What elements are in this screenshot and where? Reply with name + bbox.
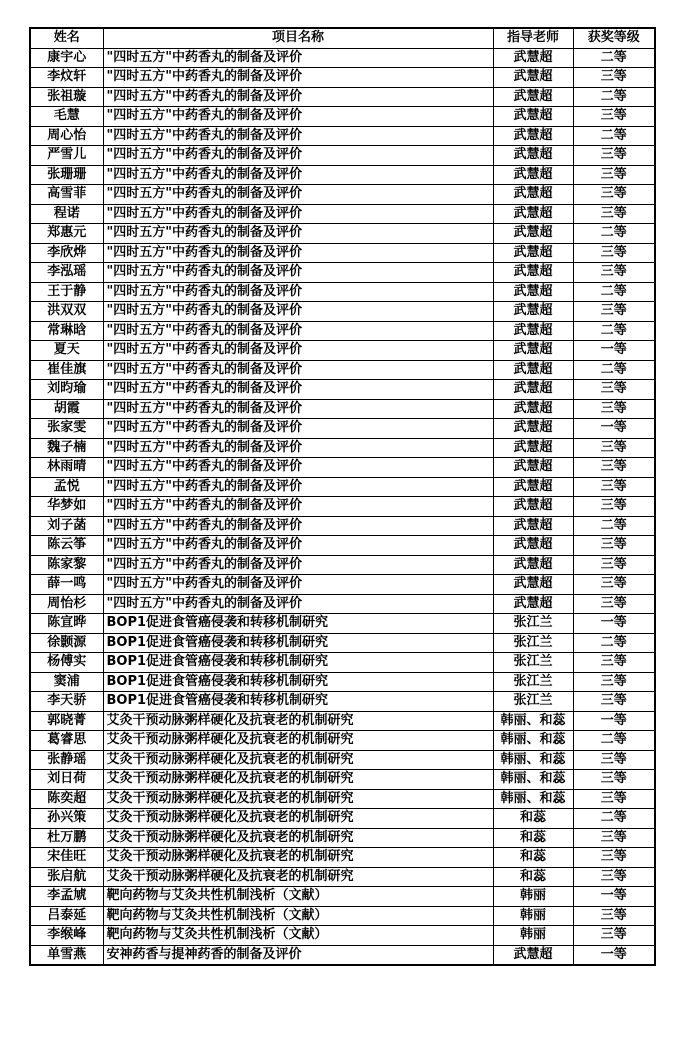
award-cell: 一等 [573,945,655,965]
advisor-cell: 武慧超 [493,165,573,185]
name-cell: 周心怡 [30,126,103,146]
table-row [30,887,655,907]
table-row [30,224,655,244]
advisor-cell: 和蕊 [493,848,573,868]
name-cell: 李缑峰 [30,926,103,946]
award-cell: 二等 [573,48,655,68]
award-cell: 三等 [573,692,655,712]
advisor-cell: 和蕊 [493,828,573,848]
project-cell: 艾灸干预动脉粥样硬化及抗衰老的机制研究 [103,750,493,770]
table-row [30,789,655,809]
table-row [30,243,655,263]
project-cell: "四时五方"中药香丸的制备及评价 [103,224,493,244]
project-cell: "四时五方"中药香丸的制备及评价 [103,165,493,185]
name-cell: 林雨晴 [30,458,103,478]
name-cell: 毛慧 [30,107,103,127]
name-cell: 王于静 [30,282,103,302]
project-cell: "四时五方"中药香丸的制备及评价 [103,146,493,166]
award-cell: 三等 [573,906,655,926]
name-cell: 康宇心 [30,48,103,68]
project-cell: "四时五方"中药香丸的制备及评价 [103,243,493,263]
table-row [30,575,655,595]
name-cell: 张珊珊 [30,165,103,185]
project-cell: 艾灸干预动脉粥样硬化及抗衰老的机制研究 [103,731,493,751]
advisor-cell: 武慧超 [493,945,573,965]
advisor-cell: 张江兰 [493,614,573,634]
name-cell: 张家雯 [30,419,103,439]
table-row [30,906,655,926]
advisor-cell: 武慧超 [493,458,573,478]
project-cell: "四时五方"中药香丸的制备及评价 [103,360,493,380]
award-cell: 二等 [573,360,655,380]
project-cell: "四时五方"中药香丸的制备及评价 [103,516,493,536]
award-cell: 二等 [573,321,655,341]
table-row [30,399,655,419]
advisor-cell: 武慧超 [493,321,573,341]
award-cell: 三等 [573,750,655,770]
award-cell: 三等 [573,107,655,127]
name-cell: 吕泰延 [30,906,103,926]
table-row [30,536,655,556]
award-cell: 二等 [573,516,655,536]
advisor-cell: 武慧超 [493,48,573,68]
award-cell: 三等 [573,497,655,517]
table-row [30,614,655,634]
name-cell: 孟悦 [30,477,103,497]
project-cell: 艾灸干预动脉粥样硬化及抗衰老的机制研究 [103,770,493,790]
name-cell: 郭晓菁 [30,711,103,731]
name-cell: 夏天 [30,341,103,361]
award-cell: 二等 [573,224,655,244]
table-row [30,711,655,731]
table-row [30,633,655,653]
advisor-cell: 武慧超 [493,419,573,439]
award-cell: 三等 [573,165,655,185]
advisor-cell: 张江兰 [493,692,573,712]
award-cell: 三等 [573,302,655,322]
table-row [30,360,655,380]
advisor-cell: 武慧超 [493,204,573,224]
advisor-cell: 韩丽、和蕊 [493,770,573,790]
project-cell: 艾灸干预动脉粥样硬化及抗衰老的机制研究 [103,789,493,809]
table-row [30,458,655,478]
table-row [30,126,655,146]
table-row [30,653,655,673]
award-cell: 三等 [573,575,655,595]
advisor-cell: 武慧超 [493,263,573,283]
advisor-cell: 张江兰 [493,653,573,673]
advisor-cell: 武慧超 [493,107,573,127]
project-cell: BOP1促进食管癌侵袭和转移机制研究 [103,614,493,634]
name-cell: 刘日荷 [30,770,103,790]
advisor-cell: 武慧超 [493,185,573,205]
name-cell: 洪双双 [30,302,103,322]
table-row [30,146,655,166]
name-cell: 李泓瑶 [30,263,103,283]
name-cell: 葛睿思 [30,731,103,751]
project-cell: "四时五方"中药香丸的制备及评价 [103,497,493,517]
award-cell: 一等 [573,419,655,439]
table-row [30,945,655,965]
advisor-cell: 张江兰 [493,633,573,653]
advisor-cell: 韩丽 [493,906,573,926]
table-row [30,770,655,790]
name-cell: 杨傅实 [30,653,103,673]
project-cell: 艾灸干预动脉粥样硬化及抗衰老的机制研究 [103,848,493,868]
award-cell: 三等 [573,263,655,283]
project-cell: BOP1促进食管癌侵袭和转移机制研究 [103,633,493,653]
award-cell: 一等 [573,887,655,907]
table-row [30,107,655,127]
name-cell: 华梦如 [30,497,103,517]
name-cell: 张祖璇 [30,87,103,107]
table-header [30,28,655,48]
award-cell: 二等 [573,731,655,751]
award-cell: 一等 [573,614,655,634]
name-cell: 李天骄 [30,692,103,712]
award-cell: 三等 [573,458,655,478]
project-cell: "四时五方"中药香丸的制备及评价 [103,477,493,497]
name-cell: 杜万鹏 [30,828,103,848]
advisor-cell: 韩丽 [493,887,573,907]
award-cell: 二等 [573,282,655,302]
table-row [30,321,655,341]
name-cell: 常琳晗 [30,321,103,341]
award-cell: 三等 [573,536,655,556]
advisor-cell: 武慧超 [493,399,573,419]
header-project: 项目名称 [103,28,493,48]
award-cell: 三等 [573,770,655,790]
name-cell: 刘子菡 [30,516,103,536]
project-cell: "四时五方"中药香丸的制备及评价 [103,399,493,419]
award-cell: 三等 [573,848,655,868]
table-row [30,926,655,946]
award-cell: 三等 [573,438,655,458]
advisor-cell: 武慧超 [493,87,573,107]
table-row [30,204,655,224]
table-row [30,341,655,361]
header-name: 姓名 [30,28,103,48]
name-cell: 郑惠元 [30,224,103,244]
award-cell: 三等 [573,204,655,224]
name-cell: 孙兴策 [30,809,103,829]
table-row [30,282,655,302]
award-cell: 三等 [573,146,655,166]
award-cell: 三等 [573,594,655,614]
table-row [30,302,655,322]
name-cell: 程诺 [30,204,103,224]
project-cell: "四时五方"中药香丸的制备及评价 [103,87,493,107]
advisor-cell: 武慧超 [493,594,573,614]
project-cell: BOP1促进食管癌侵袭和转移机制研究 [103,653,493,673]
advisor-cell: 武慧超 [493,438,573,458]
table-row [30,692,655,712]
award-cell: 三等 [573,477,655,497]
project-cell: 艾灸干预动脉粥样硬化及抗衰老的机制研究 [103,828,493,848]
header-advisor: 指导老师 [493,28,573,48]
table-row [30,555,655,575]
advisor-cell: 韩丽 [493,926,573,946]
project-cell: "四时五方"中药香丸的制备及评价 [103,321,493,341]
award-cell: 一等 [573,711,655,731]
header-row [30,28,655,48]
table-row [30,809,655,829]
table-row [30,48,655,68]
name-cell: 陈奕超 [30,789,103,809]
project-cell: "四时五方"中药香丸的制备及评价 [103,126,493,146]
table-row [30,594,655,614]
award-cell: 三等 [573,789,655,809]
project-cell: "四时五方"中药香丸的制备及评价 [103,438,493,458]
advisor-cell: 武慧超 [493,516,573,536]
project-cell: "四时五方"中药香丸的制备及评价 [103,341,493,361]
table-row [30,516,655,536]
name-cell: 魏子楠 [30,438,103,458]
header-award: 获奖等级 [573,28,655,48]
name-cell: 李炆轩 [30,68,103,88]
table-row [30,672,655,692]
award-cell: 三等 [573,828,655,848]
project-cell: "四时五方"中药香丸的制备及评价 [103,594,493,614]
name-cell: 胡霞 [30,399,103,419]
project-cell: 靶向药物与艾灸共性机制浅析（文献） [103,926,493,946]
advisor-cell: 张江兰 [493,672,573,692]
advisor-cell: 武慧超 [493,302,573,322]
table-row [30,497,655,517]
project-cell: "四时五方"中药香丸的制备及评价 [103,107,493,127]
name-cell: 陈云筝 [30,536,103,556]
table-row [30,165,655,185]
project-cell: BOP1促进食管癌侵袭和转移机制研究 [103,692,493,712]
name-cell: 徐颢源 [30,633,103,653]
project-cell: "四时五方"中药香丸的制备及评价 [103,48,493,68]
award-cell: 二等 [573,633,655,653]
project-cell: 艾灸干预动脉粥样硬化及抗衰老的机制研究 [103,809,493,829]
name-cell: 窦浦 [30,672,103,692]
awards-table [29,27,656,966]
award-cell: 三等 [573,867,655,887]
name-cell: 严雪儿 [30,146,103,166]
table-row [30,867,655,887]
advisor-cell: 武慧超 [493,243,573,263]
project-cell: 靶向药物与艾灸共性机制浅析（文献） [103,887,493,907]
advisor-cell: 和蕊 [493,809,573,829]
advisor-cell: 武慧超 [493,497,573,517]
advisor-cell: 武慧超 [493,555,573,575]
name-cell: 周怡杉 [30,594,103,614]
award-cell: 三等 [573,380,655,400]
table-row [30,185,655,205]
advisor-cell: 武慧超 [493,360,573,380]
table-row [30,263,655,283]
project-cell: "四时五方"中药香丸的制备及评价 [103,458,493,478]
advisor-cell: 武慧超 [493,477,573,497]
award-cell: 三等 [573,672,655,692]
advisor-cell: 韩丽、和蕊 [493,711,573,731]
advisor-cell: 武慧超 [493,282,573,302]
advisor-cell: 武慧超 [493,126,573,146]
table-row [30,828,655,848]
name-cell: 高雪菲 [30,185,103,205]
advisor-cell: 和蕊 [493,867,573,887]
name-cell: 宋佳旺 [30,848,103,868]
project-cell: "四时五方"中药香丸的制备及评价 [103,575,493,595]
award-cell: 三等 [573,243,655,263]
award-cell: 二等 [573,87,655,107]
name-cell: 陈宣晔 [30,614,103,634]
table-row [30,68,655,88]
advisor-cell: 韩丽、和蕊 [493,750,573,770]
award-cell: 二等 [573,126,655,146]
advisor-cell: 武慧超 [493,224,573,244]
table-row [30,750,655,770]
award-cell: 三等 [573,185,655,205]
project-cell: "四时五方"中药香丸的制备及评价 [103,555,493,575]
advisor-cell: 武慧超 [493,341,573,361]
project-cell: "四时五方"中药香丸的制备及评价 [103,302,493,322]
project-cell: BOP1促进食管癌侵袭和转移机制研究 [103,672,493,692]
project-cell: 安神药香与提神药香的制备及评价 [103,945,493,965]
award-cell: 三等 [573,653,655,673]
project-cell: "四时五方"中药香丸的制备及评价 [103,185,493,205]
project-cell: "四时五方"中药香丸的制备及评价 [103,419,493,439]
name-cell: 张静瑶 [30,750,103,770]
name-cell: 李欣烨 [30,243,103,263]
name-cell: 李孟虓 [30,887,103,907]
project-cell: 艾灸干预动脉粥样硬化及抗衰老的机制研究 [103,867,493,887]
award-cell: 二等 [573,809,655,829]
project-cell: "四时五方"中药香丸的制备及评价 [103,282,493,302]
project-cell: "四时五方"中药香丸的制备及评价 [103,204,493,224]
table-row [30,477,655,497]
project-cell: "四时五方"中药香丸的制备及评价 [103,380,493,400]
table-row [30,438,655,458]
table-row [30,87,655,107]
award-cell: 一等 [573,341,655,361]
award-cell: 三等 [573,399,655,419]
award-cell: 三等 [573,926,655,946]
project-cell: "四时五方"中药香丸的制备及评价 [103,536,493,556]
table-row [30,731,655,751]
name-cell: 单雪燕 [30,945,103,965]
advisor-cell: 武慧超 [493,536,573,556]
table-row [30,380,655,400]
advisor-cell: 韩丽、和蕊 [493,731,573,751]
name-cell: 薛一鸣 [30,575,103,595]
award-cell: 三等 [573,68,655,88]
advisor-cell: 武慧超 [493,380,573,400]
name-cell: 陈家黎 [30,555,103,575]
advisor-cell: 武慧超 [493,68,573,88]
table-row [30,419,655,439]
name-cell: 刘昀瑜 [30,380,103,400]
table-body [30,48,655,965]
advisor-cell: 韩丽、和蕊 [493,789,573,809]
project-cell: "四时五方"中药香丸的制备及评价 [103,68,493,88]
advisor-cell: 武慧超 [493,146,573,166]
award-cell: 三等 [573,555,655,575]
name-cell: 崔佳旗 [30,360,103,380]
table-row [30,848,655,868]
advisor-cell: 武慧超 [493,575,573,595]
name-cell: 张启航 [30,867,103,887]
project-cell: 艾灸干预动脉粥样硬化及抗衰老的机制研究 [103,711,493,731]
project-cell: 靶向药物与艾灸共性机制浅析（文献） [103,906,493,926]
project-cell: "四时五方"中药香丸的制备及评价 [103,263,493,283]
